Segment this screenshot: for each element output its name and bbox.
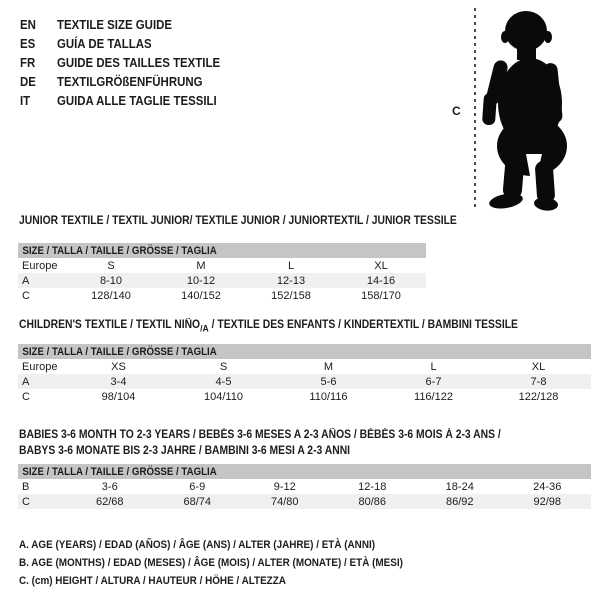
size-cell: 3-4 [66,374,171,389]
size-cell: 24-36 [533,480,562,493]
table-row-height [18,389,591,404]
language-title: GUIDE DES TAILLES TEXTILE [56,55,221,70]
size-cell: L [287,259,295,272]
footnote-c: C. (cm) HEIGHT / ALTURA / HAUTEUR / HÖHE / ALTEZZA [19,575,286,587]
language-title: TEXTILE SIZE GUIDE [56,17,173,32]
row-label-cell: A [18,273,66,288]
children-table-title [19,319,518,334]
size-cell: 12-13 [246,273,336,288]
table-row-age [18,374,591,389]
size-header-label: SIZE / TALLA / TAILLE / GRÖSSE / TAGLIA [22,465,217,478]
language-row-es [20,34,220,53]
table-row-age [18,273,426,288]
junior-table-title: JUNIOR TEXTILE / TEXTIL JUNIOR/ TEXTILE JUNIOR / JUNIORTEXTIL / JUNIOR TESSILE [19,215,457,227]
size-cell: 3-6 [101,480,118,493]
size-header-label: SIZE / TALLA / TAILLE / GRÖSSE / TAGLIA [22,244,217,257]
table-row-europe [18,258,426,273]
language-list [20,15,247,110]
language-title: GUIDA ALLE TAGLIE TESSILI [56,93,217,108]
size-cell: 80/86 [329,494,417,509]
table-row-europe [18,359,591,374]
babies-title-line2: BABYS 3-6 MONATE BIS 2-3 JAHRE / BAMBINI 3-6 MESI A 2-3 ANNI [19,445,351,457]
children-title-subscript: /A [200,323,209,335]
size-header-bar [18,464,591,479]
row-label-cell: Europe [22,259,58,272]
children-title-post: / TEXTILE DES ENFANTS / KINDERTEXTIL / BAMBINI TESSILE [208,319,518,331]
size-cell: S [107,259,115,272]
size-header-bar [18,243,426,258]
row-label-cell: B [22,480,30,493]
size-cell: XL [374,259,388,272]
size-cell: L [430,360,437,373]
size-cell: 10-12 [156,273,246,288]
size-cell: 122/128 [518,390,559,403]
babies-title-line1: BABIES 3-6 MONTH TO 2-3 YEARS / BEBÉS 3-6 MESES A 2-3 AÑOS / BÉBÉS 3-6 MOIS À 2-3 ANS / [19,429,501,441]
size-cell: 62/68 [66,494,154,509]
size-header-label: SIZE / TALLA / TAILLE / GRÖSSE / TAGLIA [22,345,217,358]
size-cell: XL [531,360,546,373]
row-label-cell: C [22,390,30,403]
size-cell: 18-24 [445,480,474,493]
height-measure-label: C [452,104,461,118]
language-code: FR [20,55,36,70]
children-title-pre: CHILDREN'S TEXTILE / TEXTIL NIÑO [19,319,201,331]
junior-size-table [18,243,426,303]
size-cell: 8-10 [66,273,156,288]
language-title: GUÍA DE TALLAS [56,36,152,51]
table-header-row [18,344,591,359]
language-row-en [20,15,220,34]
size-cell: 74/80 [241,494,329,509]
table-row-height [18,494,591,509]
size-cell: 116/122 [414,390,453,403]
language-row-it [20,91,220,110]
table-header-row [18,243,426,258]
size-cell: 140/152 [181,289,221,302]
size-cell: 68/74 [154,494,242,509]
language-row-de [20,72,220,91]
row-label-cell: C [18,494,66,509]
size-cell: XS [111,360,126,373]
size-cell: 110/116 [309,390,348,403]
babies-table-title [19,427,501,459]
height-dashed-line [474,8,476,208]
table-row-height [18,288,426,303]
size-cell: M [323,360,334,373]
size-cell: 6-9 [189,480,206,493]
size-cell: S [219,360,228,373]
size-cell: 14-16 [336,273,426,288]
size-cell: 98/104 [101,390,136,403]
size-cell: 9-12 [273,480,296,493]
children-size-table [18,344,591,404]
size-cell: 12-18 [358,480,387,493]
size-cell: 6-7 [381,374,486,389]
table-header-row [18,464,591,479]
language-code: ES [20,36,36,51]
size-cell: 158/170 [361,289,401,302]
language-code: EN [20,17,36,32]
size-cell: 152/158 [271,289,311,302]
table-row-age-months [18,479,591,494]
footnote-a: A. AGE (YEARS) / EDAD (AÑOS) / ÂGE (ANS) / ALTER (JAHRE) / ETÀ (ANNI) [19,539,376,551]
size-cell: 92/98 [504,494,592,509]
size-cell: 104/110 [204,390,243,403]
size-cell: 4-5 [171,374,276,389]
size-header-bar [18,344,591,359]
row-label-cell: A [18,374,66,389]
language-title: TEXTILGRÖßENFÜHRUNG [56,74,203,89]
size-cell: 7-8 [486,374,591,389]
size-cell: M [196,259,206,272]
size-cell: 128/140 [91,289,131,302]
footnote-b: B. AGE (MONTHS) / EDAD (MESES) / ÂGE (MOIS) / ALTER (MONATE) / ETÀ (MESI) [19,557,403,569]
footnote-legend [19,536,446,590]
language-row-fr [20,53,220,72]
language-code: IT [20,93,31,108]
size-cell: 86/92 [416,494,504,509]
baby-silhouette [482,8,574,212]
babies-size-table [18,464,591,509]
size-cell: 5-6 [276,374,381,389]
row-label-cell: Europe [22,360,58,373]
row-label-cell: C [22,289,30,302]
language-code: DE [20,74,36,89]
